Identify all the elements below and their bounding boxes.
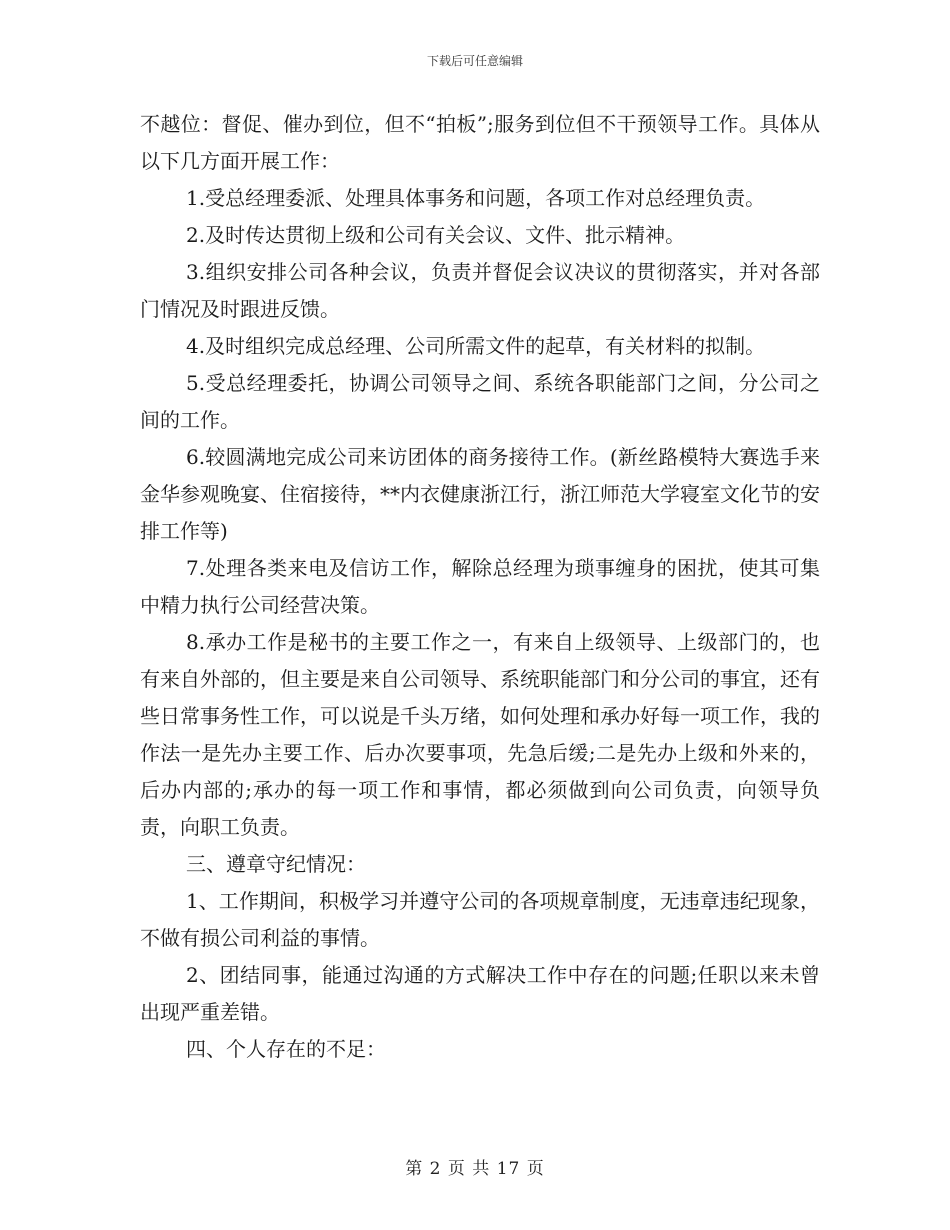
paragraph: 1.受总经理委派、处理具体事务和问题，各项工作对总经理负责。: [186, 186, 766, 210]
paragraph: 3.组织安排公司各种会议，负责并督促会议决议的贯彻落实，并对各部门情况及时跟进反馈。: [140, 260, 820, 321]
document-body: [140, 106, 820, 1068]
section-heading: 四、个人存在的不足：: [186, 1037, 386, 1061]
page-footer: 第 2 页 共 17 页: [405, 1159, 545, 1179]
paragraph: 2、团结同事，能通过沟通的方式解决工作中存在的问题;任职以来未曾出现严重差错。: [140, 963, 820, 1024]
paragraph: 6.较圆满地完成公司来访团体的商务接待工作。(新丝路模特大赛选手来金华参观晚宴、住宿接待，**内衣健康浙江行，浙江师范大学寝室文化节的安排工作等): [140, 445, 820, 543]
page-header: 下载后可任意编辑: [426, 54, 523, 68]
paragraph: 4.及时组织完成总经理、公司所需文件的起草，有关材料的拟制。: [186, 334, 766, 358]
paragraph: 2.及时传达贯彻上级和公司有关会议、文件、批示精神。: [186, 223, 686, 247]
section-heading: 三、遵章守纪情况：: [186, 852, 366, 876]
paragraph: 不越位：督促、催办到位，但不“拍板”;服务到位但不干预领导工作。具体从以下几方面开展工作：: [140, 112, 820, 173]
paragraph: 1、工作期间，积极学习并遵守公司的各项规章制度，无违章违纪现象，不做有损公司利益的事情。: [140, 889, 820, 950]
paragraph: 7.处理各类来电及信访工作，解除总经理为琐事缠身的困扰，使其可集中精力执行公司经营决策。: [140, 556, 820, 617]
paragraph: 8.承办工作是秘书的主要工作之一，有来自上级领导、上级部门的，也有来自外部的，但主要是来自公司领导、系统职能部门和分公司的事宜，还有些日常事务性工作，可以说是千头万绪，如何处理和承办好每一项工作，我的作法一是先办主要工作、后办次要事项，先急后缓;二是先办上级和外来的，后办内部的;承办的每一项工作和事情，都必须做到向公司负责，向领导负责，向职工负责。: [140, 630, 820, 839]
paragraph: 5.受总经理委托，协调公司领导之间、系统各职能部门之间，分公司之间的工作。: [140, 371, 820, 432]
